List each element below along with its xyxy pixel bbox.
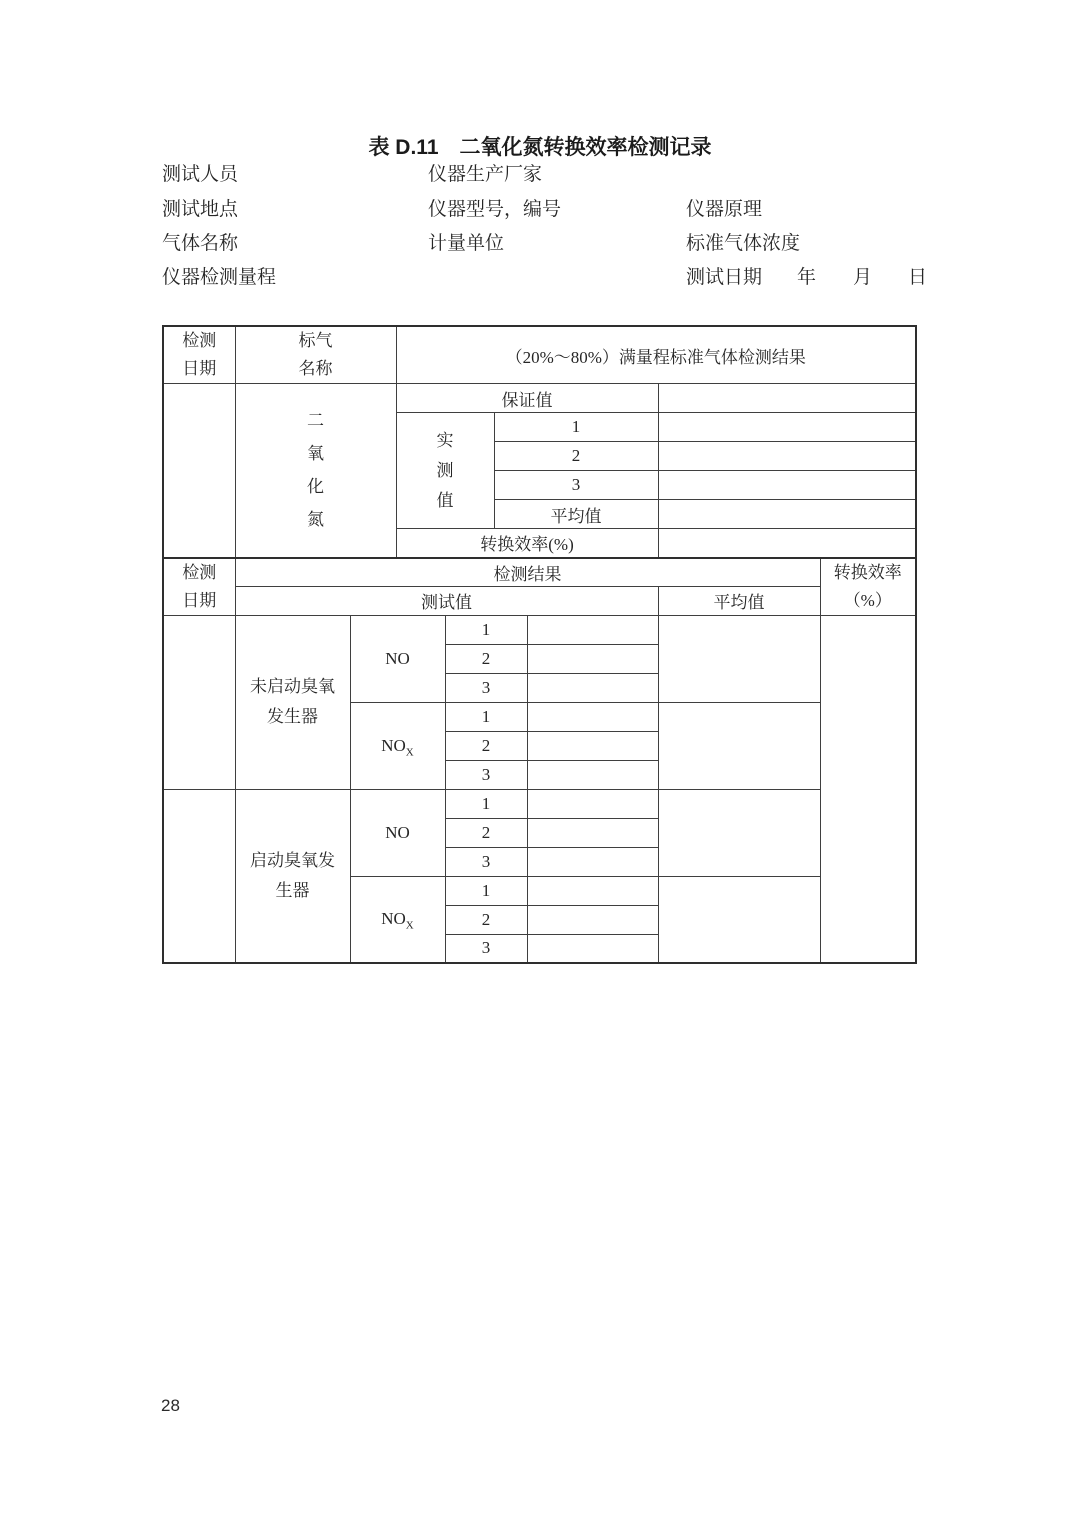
label-month: 月 [853,267,873,288]
label-location: 测试地点 [162,199,239,220]
t1-value-1-empty [658,413,916,442]
form-tables [162,325,917,964]
t2-efficiency-empty [820,615,916,963]
t2-date-cell-2-empty [163,789,235,963]
t2-value-empty [527,876,658,905]
label-manufacturer: 仪器生产厂家 [428,164,543,185]
label-test-date: 测试日期 [686,267,763,288]
label-unit: 计量单位 [428,233,505,254]
t2-gas-no-label-1: NO [350,615,445,702]
t2-value-empty [527,934,658,963]
t1-label-efficiency: 转换效率(%) [396,529,658,558]
t1-date-cell-empty [163,384,235,558]
t2-date-cell-1-empty [163,615,235,789]
t2-gas-no-label-2: NO [350,789,445,876]
t2-trial: 3 [445,760,527,789]
t1-trial-3: 3 [494,471,658,500]
t2-value-empty [527,702,658,731]
t2-gas-nox-label-2: $NO_X$ [350,876,445,963]
t1-header-date: 检测 日期 [163,326,235,384]
t2-trial: 2 [445,731,527,760]
t2-average-empty [658,789,820,876]
t2-value-empty [527,847,658,876]
t1-header-fullscale-result: （20%～80%）满量程标准气体检测结果 [396,326,916,384]
t2-value-empty [527,644,658,673]
t2-trial: 2 [445,818,527,847]
t2-header-test-value: 测试值 [235,586,658,615]
ozone-test-table [162,557,917,965]
t2-trial: 3 [445,847,527,876]
label-year: 年 [797,267,817,288]
t1-value-2-empty [658,442,916,471]
t2-value-empty [527,905,658,934]
page-number: 28 [161,1396,180,1415]
page-title: 表 D.11 二氧化氮转换效率检测记录 [368,136,712,159]
t2-group-on-label: 启动臭氧发 生器 [235,789,350,963]
t2-trial: 2 [445,644,527,673]
t2-average-empty [658,702,820,789]
label-gas-name: 气体名称 [162,233,239,254]
label-test-person: 测试人员 [162,164,239,185]
t1-label-average: 平均值 [494,500,658,529]
label-model-serial: 仪器型号，编号 [428,199,562,220]
t1-label-measured: 实 测 值 [396,413,494,529]
t1-value-efficiency-empty [658,529,916,558]
label-principle: 仪器原理 [686,199,763,220]
t2-trial: 1 [445,702,527,731]
t2-value-empty [527,673,658,702]
t2-trial: 1 [445,876,527,905]
t1-gas-no2-cell: 二 氧 化 氮 [235,384,396,558]
t1-header-std-gas-name: 标气 名称 [235,326,396,384]
t2-value-empty [527,789,658,818]
t2-trial: 1 [445,615,527,644]
t2-value-empty [527,818,658,847]
t2-trial: 3 [445,934,527,963]
t2-group-off-label: 未启动臭氧 发生器 [235,615,350,789]
t2-value-empty [527,760,658,789]
t1-value-average-empty [658,500,916,529]
t2-header-efficiency: 转换效率 （%） [820,558,916,616]
t2-value-empty [527,615,658,644]
t2-trial: 2 [445,905,527,934]
t1-trial-1: 1 [494,413,658,442]
t2-trial: 3 [445,673,527,702]
t2-value-empty [527,731,658,760]
t1-label-guaranteed: 保证值 [396,384,658,413]
t2-header-average: 平均值 [658,586,820,615]
t2-average-empty [658,615,820,702]
t2-gas-nox-label-1: $NO_X$ [350,702,445,789]
t1-trial-2: 2 [494,442,658,471]
t2-header-result: 检测结果 [235,558,820,587]
t1-value-guaranteed-empty [658,384,916,413]
label-range: 仪器检测量程 [162,267,277,288]
t1-value-3-empty [658,471,916,500]
t2-trial: 1 [445,789,527,818]
t2-average-empty [658,876,820,963]
fullscale-result-table [162,325,917,559]
label-std-conc: 标准气体浓度 [686,233,801,254]
t2-header-date: 检测 日期 [163,558,235,616]
label-day: 日 [908,267,928,288]
